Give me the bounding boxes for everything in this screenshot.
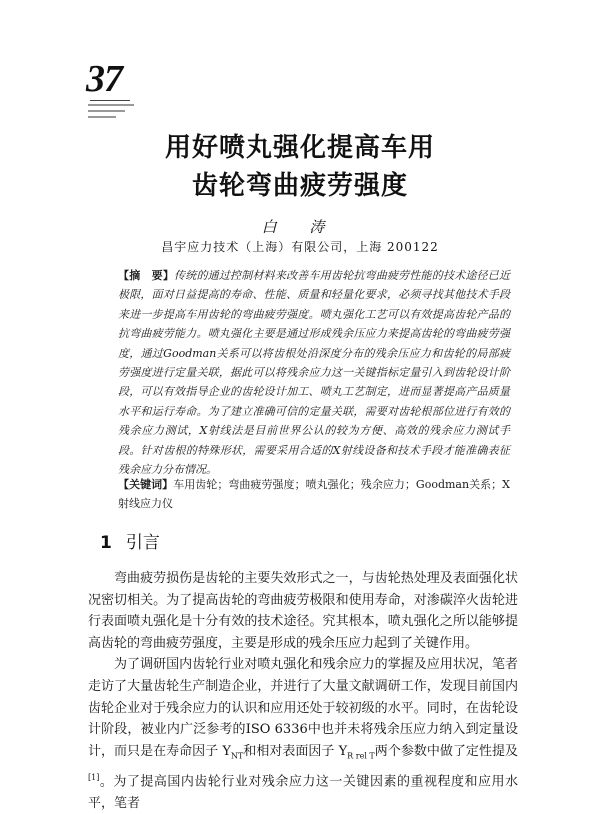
keywords-text: 车用齿轮；弯曲疲劳强度；喷丸强化；残余应力；Goodman关系；X射线应力仪 — [118, 478, 511, 510]
section-title: 引言 — [125, 533, 160, 553]
affiliation: 昌宇应力技术（上海）有限公司，上海 200122 — [161, 240, 439, 254]
author: 白 涛 — [261, 218, 339, 236]
title-line-1: 用好喷丸强化提高车用 — [164, 133, 435, 163]
paragraph-2 — [88, 654, 518, 814]
paragraph-2-part-d: 。为了提高国内齿轮行业对残余应力这一关键因素的重视程度和应用水平，笔者 — [88, 774, 518, 811]
abstract-label: 【摘 要】 — [118, 269, 175, 282]
journal-mark — [88, 104, 134, 122]
paragraph-2-part-b: 和相对表面因子 Y — [243, 743, 348, 759]
keywords — [118, 475, 510, 513]
paragraph-1: 弯曲疲劳损伤是齿轮的主要失效形式之一，与齿轮热处理及表面强化状况密切相关。为了提高齿轮的弯曲疲劳极限和使用寿命，对渗碳淬火齿轮进行表面喷丸强化是十分有效的技术途径。究其根本，喷丸强化之所以能够提高齿轮的弯曲疲劳强度，主要是形成的残余压应力起到了关键作用。 — [88, 571, 518, 651]
page-number: 37 — [86, 58, 122, 100]
title-line-2: 齿轮弯曲疲劳强度 — [191, 171, 408, 201]
abstract — [118, 266, 510, 479]
keywords-label: 【关键词】 — [118, 478, 174, 491]
subscript-nt: NT — [230, 751, 244, 761]
paragraph-2-part-a: 为了调研国内齿轮行业对喷丸强化和残余应力的掌握及应用状况，笔者走访了大量齿轮生产制造企业，并进行了大量文献调研工作，发现目前国内齿轮企业对于残余应力的认识和应用还处于较初级的水平。同时，在齿轮设计阶段，被业内广泛参考的ISO 6336中也并未将残余压应力纳入到定量设计，而只是在寿命因子 Y — [88, 657, 518, 759]
paragraph-2-part-c: 两个参数中做了定性提及 — [374, 743, 518, 759]
section-heading — [100, 528, 160, 553]
page-number-rule — [90, 100, 130, 101]
subscript-rrelt: R rel T — [347, 751, 375, 761]
citation-1: [1] — [88, 772, 100, 782]
body-text — [88, 568, 518, 814]
section-number: 1 — [100, 533, 112, 553]
abstract-text: 传统的通过控制材料来改善车用齿轮抗弯曲疲劳性能的技术途径已近极限，面对日益提高的寿命、性能、质量和轻量化要求，必须寻找其他技术手段来进一步提高车用齿轮的弯曲疲劳强度。喷丸强化工艺可以有效提高齿轮产品的抗弯曲疲劳能力。喷丸强化主要是通过形成残余压应力来提高齿轮的弯曲疲劳强度，通过Goodman关系可以将齿根处沿深度分布的残余压应力和齿轮的局部疲劳强度进行定量关联，据此可以将残余应力这一关键指标定量引入到齿轮设计阶段，可以有效指导企业的齿轮设计加工、喷丸工艺制定，进而显著提高产品质量水平和运行寿命。为了建立准确可信的定量关联，需要对齿轮根部位进行有效的残余应力测试，X射线法是目前世界公认的较为方便、高效的残余应力测试手段。针对齿根的特殊形状，需要采用合适的X射线设备和技术手段才能准确表征残余应力分布情况。 — [118, 269, 510, 477]
